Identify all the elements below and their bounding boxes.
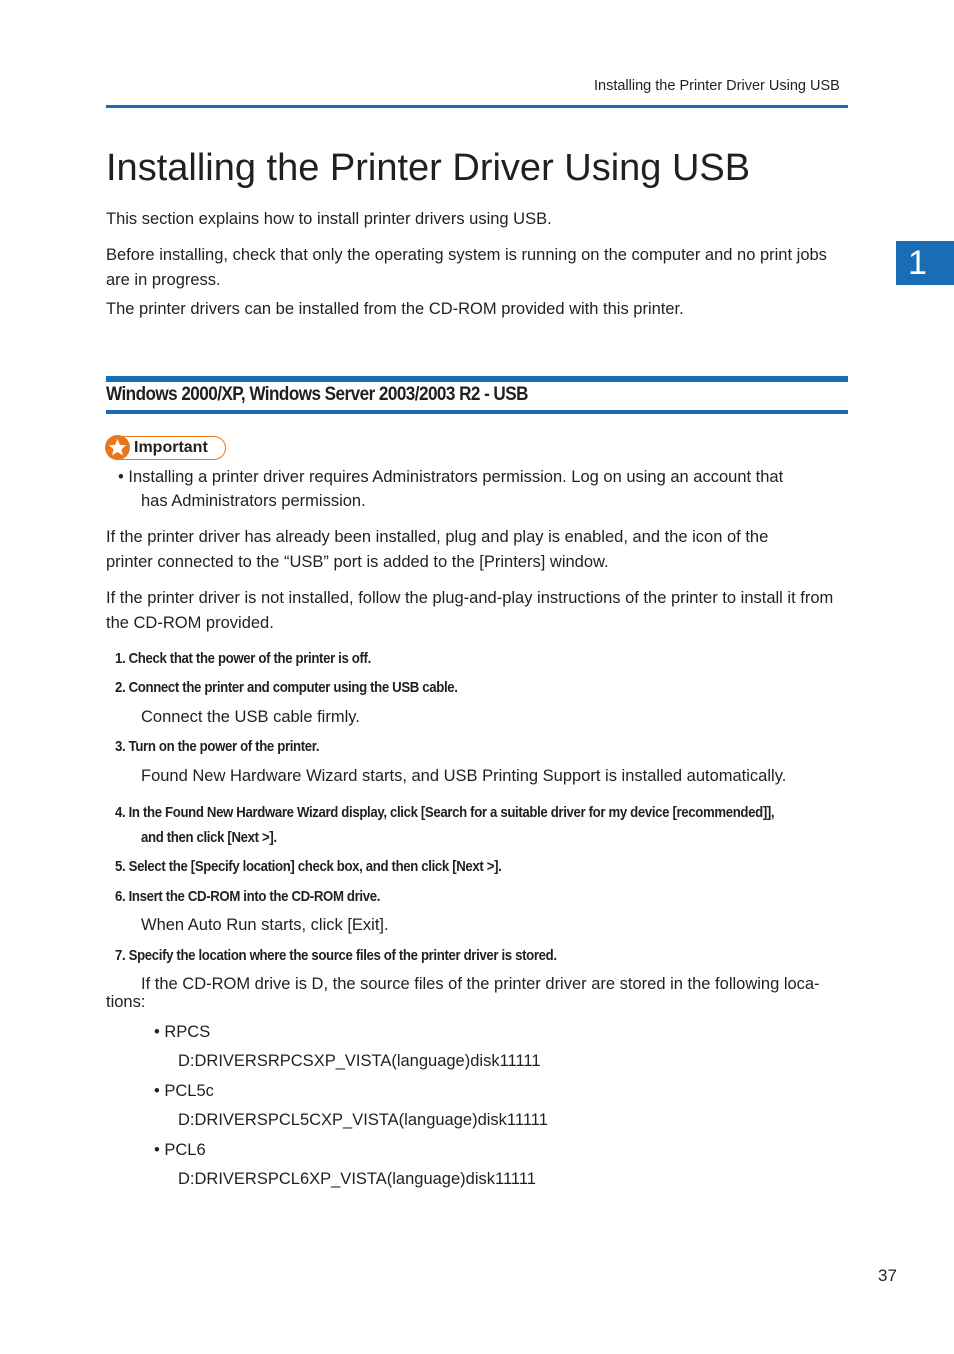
section-title: Windows 2000/XP, Windows Server 2003/2003 R2 - USB xyxy=(106,384,528,405)
step-4-line2: and then click [Next >]. xyxy=(141,829,277,846)
step-3-note: Found New Hardware Wizard starts, and USB Printing Support is installed automatically. xyxy=(141,767,787,785)
intro-paragraph-1: This section explains how to install printer drivers using USB. xyxy=(106,210,552,228)
step-5: 5. Select the [Specify location] check box, and then click [Next >]. xyxy=(115,858,502,875)
step-7-note-line2: tions: xyxy=(106,993,146,1011)
step-2-note: Connect the USB cable firmly. xyxy=(141,708,360,726)
important-bullet-line2: has Administrators permission. xyxy=(141,492,366,510)
step-7-note-line1: If the CD-ROM drive is D, the source files of the printer driver are stored in the following loca- xyxy=(141,975,820,993)
step-7: 7. Specify the location where the source files of the printer driver is stored. xyxy=(115,947,557,964)
location-path-pcl5c: D:DRIVERSPCL5CXP_VISTA(language)disk11111 xyxy=(178,1111,548,1129)
step-6: 6. Insert the CD-ROM into the CD-ROM drive. xyxy=(115,888,381,905)
plugplay-paragraph-line1: If the printer driver has already been installed, plug and play is enabled, and the icon of the xyxy=(106,528,769,546)
step-6-note: When Auto Run starts, click [Exit]. xyxy=(141,916,389,934)
page-number: 37 xyxy=(878,1266,897,1285)
step-2: 2. Connect the printer and computer using the USB cable. xyxy=(115,679,458,696)
section-rule-bottom xyxy=(106,410,848,414)
chapter-tab: 1 xyxy=(896,241,954,285)
important-label: Important xyxy=(134,439,208,456)
important-badge xyxy=(106,436,226,460)
step-1: 1. Check that the power of the printer is off. xyxy=(115,650,371,667)
location-path-rpcs: D:DRIVERSRPCSXP_VISTA(language)disk11111 xyxy=(178,1052,541,1070)
star-icon xyxy=(105,435,130,460)
plugplay-paragraph-line2: printer connected to the “USB” port is added to the [Printers] window. xyxy=(106,553,609,571)
running-header: Installing the Printer Driver Using USB xyxy=(594,78,840,94)
location-label-pcl5c: • PCL5c xyxy=(154,1082,214,1100)
intro-paragraph-3: The printer drivers can be installed from the CD-ROM provided with this printer. xyxy=(106,300,684,318)
intro-paragraph-2-line1: Before installing, check that only the operating system is running on the computer and no print jobs xyxy=(106,246,827,264)
not-installed-paragraph-line1: If the printer driver is not installed, follow the plug-and-play instructions of the printer to install it from xyxy=(106,589,834,607)
page-title: Installing the Printer Driver Using USB xyxy=(106,147,751,189)
location-label-rpcs: • RPCS xyxy=(154,1023,211,1041)
not-installed-paragraph-line2: the CD-ROM provided. xyxy=(106,614,274,632)
important-bullet-line1: • Installing a printer driver requires Administrators permission. Log on using an account that xyxy=(118,468,784,486)
step-3: 3. Turn on the power of the printer. xyxy=(115,738,320,755)
location-path-pcl6: D:DRIVERSPCL6XP_VISTA(language)disk11111 xyxy=(178,1170,536,1188)
location-label-pcl6: • PCL6 xyxy=(154,1141,206,1159)
header-rule xyxy=(106,105,848,108)
intro-paragraph-2-line2: are in progress. xyxy=(106,271,221,289)
step-4-line1: 4. In the Found New Hardware Wizard display, click [Search for a suitable driver for my device [recommended]], xyxy=(115,804,775,821)
